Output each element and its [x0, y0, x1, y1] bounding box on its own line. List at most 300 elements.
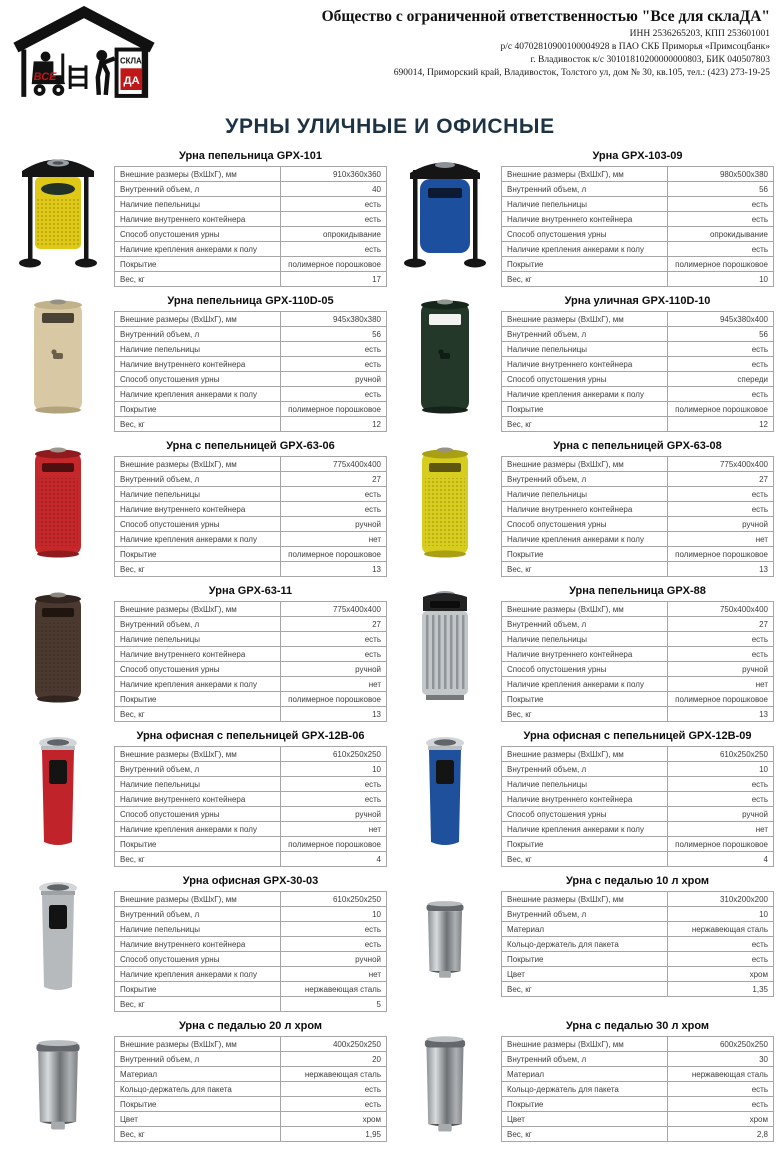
spec-label: Наличие внутреннего контейнера — [115, 357, 281, 372]
spec-row — [115, 662, 387, 677]
spec-row — [502, 372, 774, 387]
spec-label: Внутренний объем, л — [502, 617, 668, 632]
spec-label: Кольцо-держатель для пакета — [115, 1082, 281, 1097]
company-logo-icon — [10, 6, 160, 105]
product-title: Урна пепельница GPX-110D-05 — [167, 295, 334, 307]
spec-label: Цвет — [502, 1112, 668, 1127]
spec-row — [115, 457, 387, 472]
spec-value: 30 — [668, 1052, 774, 1067]
logo-text-vse: ВСЕ — [33, 71, 57, 84]
spec-value: 945х380х380 — [281, 312, 387, 327]
spec-value: ручной — [281, 662, 387, 677]
product-card-gpx-63-06 — [6, 435, 387, 577]
product-card-gpx-101 — [6, 145, 387, 287]
spec-label: Вес, кг — [115, 272, 281, 287]
product-title: Урна с педалью 20 л хром — [178, 1020, 323, 1032]
product-card-gpx-110d-10 — [393, 290, 774, 432]
spec-label: Наличие внутреннего контейнера — [502, 502, 668, 517]
spec-value: полимерное порошковое — [668, 692, 774, 707]
spec-value: нет — [281, 967, 387, 982]
spec-label: Покрытие — [115, 547, 281, 562]
spec-label: Покрытие — [502, 547, 668, 562]
spec-row — [115, 372, 387, 387]
spec-label: Наличие внутреннего контейнера — [115, 212, 281, 227]
spec-value: нет — [668, 677, 774, 692]
spec-label: Наличие внутреннего контейнера — [502, 792, 668, 807]
spec-label: Внутренний объем, л — [115, 1052, 281, 1067]
spec-label: Вес, кг — [115, 417, 281, 432]
product-title: Урна с пепельницей GPX-63-08 — [553, 440, 722, 452]
spec-label: Покрытие — [502, 402, 668, 417]
product-spec-table — [114, 891, 387, 1012]
spec-value: есть — [668, 242, 774, 257]
spec-value: нержавеющая сталь — [281, 1067, 387, 1082]
spec-label: Наличие крепления анкерами к полу — [502, 387, 668, 402]
spec-row — [115, 227, 387, 242]
spec-row — [502, 677, 774, 692]
product-spec-table — [501, 311, 774, 432]
bin-image-gpx-101-icon — [6, 145, 110, 279]
spec-value: 27 — [668, 472, 774, 487]
spec-value: 20 — [281, 1052, 387, 1067]
company-account: р/с 40702810900100004928 в ПАО СКБ Приморья «Примсоцбанк» — [500, 42, 770, 52]
spec-value: 610х250х250 — [281, 892, 387, 907]
spec-row — [115, 692, 387, 707]
spec-value: есть — [281, 342, 387, 357]
spec-value: ручной — [281, 372, 387, 387]
spec-row — [502, 1082, 774, 1097]
spec-label: Внутренний объем, л — [115, 182, 281, 197]
spec-label: Внутренний объем, л — [502, 327, 668, 342]
product-card-pedal-20 — [6, 1015, 387, 1149]
company-bank: г. Владивосток к/с 30101810200000000803, БИК 040507803 — [530, 55, 770, 65]
spec-label: Покрытие — [115, 837, 281, 852]
spec-label: Внешние размеры (ВхШхГ), мм — [115, 892, 281, 907]
spec-label: Наличие крепления анкерами к полу — [502, 822, 668, 837]
spec-label: Материал — [115, 1067, 281, 1082]
spec-row — [502, 342, 774, 357]
spec-value: нет — [668, 532, 774, 547]
spec-label: Способ опустошения урны — [502, 517, 668, 532]
spec-row — [502, 967, 774, 982]
spec-label: Внешние размеры (ВхШхГ), мм — [502, 1037, 668, 1052]
bin-image-gpx-30-03-icon — [6, 870, 110, 1004]
spec-value: ручной — [668, 807, 774, 822]
spec-label: Внешние размеры (ВхШхГ), мм — [115, 457, 281, 472]
spec-row — [502, 417, 774, 432]
spec-value: 775х400х400 — [668, 457, 774, 472]
spec-row — [502, 487, 774, 502]
spec-label: Внешние размеры (ВхШхГ), мм — [115, 1037, 281, 1052]
spec-row — [502, 1127, 774, 1142]
spec-row — [115, 837, 387, 852]
header — [6, 4, 774, 105]
spec-label: Наличие крепления анкерами к полу — [115, 677, 281, 692]
spec-row — [502, 747, 774, 762]
product-title: Урна GPX-63-11 — [208, 585, 293, 597]
spec-value: 27 — [668, 617, 774, 632]
spec-value: есть — [281, 357, 387, 372]
spec-value: 910х360х360 — [281, 167, 387, 182]
spec-label: Способ опустошения урны — [115, 662, 281, 677]
spec-label: Способ опустошения урны — [115, 807, 281, 822]
spec-label: Покрытие — [115, 257, 281, 272]
product-title: Урна уличная GPX-110D-10 — [564, 295, 711, 307]
spec-row — [502, 822, 774, 837]
spec-value: есть — [281, 212, 387, 227]
spec-label: Внешние размеры (ВхШхГ), мм — [502, 457, 668, 472]
spec-label: Вес, кг — [115, 852, 281, 867]
spec-value: 945х380х400 — [668, 312, 774, 327]
product-spec-table — [501, 601, 774, 722]
spec-value: полимерное порошковое — [668, 547, 774, 562]
spec-row — [115, 1127, 387, 1142]
spec-value: 13 — [281, 707, 387, 722]
spec-value: 10 — [668, 762, 774, 777]
spec-value: есть — [281, 1097, 387, 1112]
product-spec-table — [501, 166, 774, 287]
spec-value: есть — [281, 197, 387, 212]
bin-image-gpx-63-06-icon — [6, 435, 110, 569]
spec-label: Наличие пепельницы — [115, 342, 281, 357]
spec-value: 10 — [281, 907, 387, 922]
spec-row — [115, 937, 387, 952]
spec-label: Наличие внутреннего контейнера — [502, 647, 668, 662]
spec-label: Покрытие — [502, 257, 668, 272]
spec-label: Наличие крепления анкерами к полу — [502, 677, 668, 692]
spec-label: Наличие пепельницы — [115, 777, 281, 792]
spec-label: Вес, кг — [115, 707, 281, 722]
spec-label: Внутренний объем, л — [115, 907, 281, 922]
spec-label: Наличие пепельницы — [502, 632, 668, 647]
spec-value: 610х250х250 — [668, 747, 774, 762]
spec-value: 4 — [281, 852, 387, 867]
spec-value: 4 — [668, 852, 774, 867]
spec-value: есть — [281, 1082, 387, 1097]
spec-label: Наличие пепельницы — [502, 777, 668, 792]
spec-label: Наличие внутреннего контейнера — [115, 937, 281, 952]
bin-image-pedal-30-icon — [393, 1015, 497, 1149]
spec-row — [115, 1052, 387, 1067]
spec-label: Наличие внутреннего контейнера — [502, 212, 668, 227]
spec-value: ручной — [668, 662, 774, 677]
spec-row — [115, 502, 387, 517]
spec-row — [502, 807, 774, 822]
company-name: Общество с ограниченной ответственностью "Все для склаДА" — [321, 8, 770, 25]
spec-label: Материал — [502, 922, 668, 937]
spec-row — [115, 807, 387, 822]
spec-row — [115, 1037, 387, 1052]
spec-label: Способ опустошения урны — [502, 372, 668, 387]
spec-label: Наличие пепельницы — [502, 197, 668, 212]
spec-row — [115, 982, 387, 997]
spec-value: 56 — [668, 327, 774, 342]
spec-value: 13 — [668, 707, 774, 722]
spec-row — [502, 952, 774, 967]
spec-label: Вес, кг — [502, 982, 668, 997]
spec-value: 400х250х250 — [281, 1037, 387, 1052]
spec-label: Вес, кг — [502, 417, 668, 432]
product-spec-table — [114, 311, 387, 432]
spec-value: 980х500х380 — [668, 167, 774, 182]
spec-value: 27 — [281, 617, 387, 632]
spec-value: ручной — [668, 517, 774, 532]
bin-image-pedal-10-icon — [393, 870, 497, 1004]
product-card-pedal-30 — [393, 1015, 774, 1149]
spec-row — [115, 342, 387, 357]
spec-row — [502, 792, 774, 807]
spec-label: Покрытие — [115, 982, 281, 997]
company-info — [160, 6, 770, 80]
spec-row — [115, 212, 387, 227]
logo-text-da: ДА — [123, 75, 140, 88]
spec-label: Наличие внутреннего контейнера — [115, 502, 281, 517]
product-title: Урна с педалью 30 л хром — [565, 1020, 710, 1032]
spec-label: Внешние размеры (ВхШхГ), мм — [115, 167, 281, 182]
product-card-gpx-63-11 — [6, 580, 387, 722]
spec-row — [115, 517, 387, 532]
product-card-gpx-110d-05 — [6, 290, 387, 432]
spec-label: Цвет — [115, 1112, 281, 1127]
spec-label: Способ опустошения урны — [502, 662, 668, 677]
spec-row — [115, 792, 387, 807]
product-spec-table — [114, 746, 387, 867]
spec-row — [502, 777, 774, 792]
spec-label: Вес, кг — [115, 562, 281, 577]
spec-value: опрокидывание — [668, 227, 774, 242]
spec-label: Наличие пепельницы — [502, 487, 668, 502]
spec-value: 10 — [668, 907, 774, 922]
spec-row — [502, 457, 774, 472]
product-spec-table — [114, 601, 387, 722]
spec-row — [115, 677, 387, 692]
product-card-gpx-63-08 — [393, 435, 774, 577]
spec-row — [115, 312, 387, 327]
spec-row — [115, 777, 387, 792]
spec-value: спереди — [668, 372, 774, 387]
spec-label: Кольцо-держатель для пакета — [502, 1082, 668, 1097]
spec-label: Внутренний объем, л — [115, 327, 281, 342]
spec-value: нержавеющая сталь — [668, 1067, 774, 1082]
spec-label: Внутренний объем, л — [502, 762, 668, 777]
spec-label: Внешние размеры (ВхШхГ), мм — [502, 747, 668, 762]
spec-value: 56 — [668, 182, 774, 197]
spec-value: нержавеющая сталь — [668, 922, 774, 937]
spec-row — [502, 227, 774, 242]
spec-value: опрокидывание — [281, 227, 387, 242]
spec-value: 27 — [281, 472, 387, 487]
spec-row — [502, 692, 774, 707]
spec-row — [502, 257, 774, 272]
product-card-gpx-12b-09 — [393, 725, 774, 867]
spec-label: Внешние размеры (ВхШхГ), мм — [502, 167, 668, 182]
bin-image-gpx-12b-09-icon — [393, 725, 497, 859]
spec-value: есть — [281, 242, 387, 257]
spec-value: есть — [668, 487, 774, 502]
product-title: Урна пепельница GPX-101 — [179, 150, 322, 162]
spec-label: Вес, кг — [502, 272, 668, 287]
product-title: Урна с пепельницей GPX-63-06 — [166, 440, 335, 452]
spec-value: есть — [281, 937, 387, 952]
spec-row — [115, 1082, 387, 1097]
spec-value: нет — [281, 822, 387, 837]
bin-image-gpx-110d-05-icon — [6, 290, 110, 424]
spec-row — [115, 357, 387, 372]
product-grid — [6, 145, 774, 1149]
spec-row — [502, 547, 774, 562]
product-title: Урна офисная GPX-30-03 — [182, 875, 319, 887]
bin-image-gpx-63-08-icon — [393, 435, 497, 569]
bin-image-pedal-20-icon — [6, 1015, 110, 1149]
spec-row — [502, 402, 774, 417]
spec-row — [502, 357, 774, 372]
spec-row — [115, 472, 387, 487]
spec-label: Способ опустошения урны — [115, 517, 281, 532]
spec-value: 610х250х250 — [281, 747, 387, 762]
spec-label: Способ опустошения урны — [502, 807, 668, 822]
spec-label: Наличие крепления анкерами к полу — [502, 242, 668, 257]
spec-value: ручной — [281, 807, 387, 822]
spec-value: полимерное порошковое — [281, 692, 387, 707]
spec-label: Вес, кг — [502, 1127, 668, 1142]
spec-row — [502, 1052, 774, 1067]
spec-value: хром — [668, 1112, 774, 1127]
spec-label: Наличие крепления анкерами к полу — [115, 967, 281, 982]
spec-row — [502, 472, 774, 487]
spec-row — [502, 1112, 774, 1127]
spec-row — [115, 327, 387, 342]
spec-value: 310х200х200 — [668, 892, 774, 907]
product-title: Урна GPX-103-09 — [592, 150, 683, 162]
spec-row — [502, 182, 774, 197]
spec-row — [115, 182, 387, 197]
company-inn-kpp: ИНН 2536265203, КПП 253601001 — [629, 29, 770, 39]
spec-label: Покрытие — [502, 837, 668, 852]
bin-image-gpx-103-09-icon — [393, 145, 497, 279]
spec-value: полимерное порошковое — [281, 402, 387, 417]
spec-row — [502, 837, 774, 852]
spec-value: нет — [668, 822, 774, 837]
spec-value: есть — [668, 1082, 774, 1097]
spec-label: Материал — [502, 1067, 668, 1082]
spec-value: полимерное порошковое — [281, 547, 387, 562]
product-spec-table — [114, 1036, 387, 1142]
spec-value: 40 — [281, 182, 387, 197]
spec-row — [502, 242, 774, 257]
spec-label: Покрытие — [115, 402, 281, 417]
spec-row — [115, 197, 387, 212]
product-card-pedal-10 — [393, 870, 774, 1012]
spec-label: Вес, кг — [502, 562, 668, 577]
spec-value: есть — [668, 647, 774, 662]
spec-value: 17 — [281, 272, 387, 287]
spec-row — [502, 662, 774, 677]
spec-value: есть — [281, 922, 387, 937]
spec-row — [502, 907, 774, 922]
spec-label: Внутренний объем, л — [115, 472, 281, 487]
spec-value: есть — [668, 937, 774, 952]
spec-value: есть — [668, 632, 774, 647]
product-spec-table — [501, 891, 774, 997]
spec-value: 10 — [281, 762, 387, 777]
spec-label: Наличие внутреннего контейнера — [115, 792, 281, 807]
spec-row — [115, 632, 387, 647]
spec-label: Внутренний объем, л — [502, 182, 668, 197]
spec-value: полимерное порошковое — [668, 837, 774, 852]
spec-value: есть — [668, 212, 774, 227]
spec-row — [502, 1037, 774, 1052]
spec-value: есть — [668, 342, 774, 357]
product-spec-table — [114, 456, 387, 577]
spec-row — [115, 487, 387, 502]
product-spec-table — [501, 746, 774, 867]
spec-value: 13 — [281, 562, 387, 577]
spec-row — [115, 167, 387, 182]
spec-label: Покрытие — [115, 692, 281, 707]
spec-row — [115, 1067, 387, 1082]
spec-row — [115, 272, 387, 287]
spec-value: 775х400х400 — [281, 602, 387, 617]
spec-row — [502, 852, 774, 867]
spec-row — [502, 1097, 774, 1112]
spec-label: Внешние размеры (ВхШхГ), мм — [115, 602, 281, 617]
spec-row — [115, 892, 387, 907]
spec-value: есть — [281, 387, 387, 402]
spec-value: есть — [281, 792, 387, 807]
spec-row — [115, 922, 387, 937]
spec-value: есть — [668, 952, 774, 967]
spec-value: есть — [281, 632, 387, 647]
spec-row — [115, 747, 387, 762]
spec-row — [502, 167, 774, 182]
spec-row — [502, 387, 774, 402]
spec-value: есть — [281, 777, 387, 792]
spec-row — [502, 562, 774, 577]
bin-image-gpx-88-icon — [393, 580, 497, 714]
spec-value: есть — [281, 647, 387, 662]
product-title: Урна с педалью 10 л хром — [565, 875, 710, 887]
spec-value: 775х400х400 — [281, 457, 387, 472]
spec-label: Внутренний объем, л — [115, 762, 281, 777]
spec-row — [115, 952, 387, 967]
spec-label: Покрытие — [502, 692, 668, 707]
spec-row — [502, 707, 774, 722]
spec-value: 12 — [668, 417, 774, 432]
spec-label: Наличие крепления анкерами к полу — [115, 242, 281, 257]
spec-label: Внешние размеры (ВхШхГ), мм — [115, 747, 281, 762]
spec-row — [115, 532, 387, 547]
spec-label: Внутренний объем, л — [502, 907, 668, 922]
spec-row — [502, 532, 774, 547]
spec-row — [115, 1112, 387, 1127]
spec-row — [115, 387, 387, 402]
spec-value: 2,8 — [668, 1127, 774, 1142]
spec-row — [115, 602, 387, 617]
spec-label: Наличие крепления анкерами к полу — [115, 387, 281, 402]
spec-label: Внешние размеры (ВхШхГ), мм — [502, 312, 668, 327]
spec-row — [502, 602, 774, 617]
bin-image-gpx-110d-10-icon — [393, 290, 497, 424]
spec-value: есть — [668, 792, 774, 807]
spec-row — [115, 257, 387, 272]
spec-label: Покрытие — [115, 1097, 281, 1112]
spec-row — [502, 937, 774, 952]
spec-row — [115, 822, 387, 837]
spec-row — [115, 1097, 387, 1112]
product-spec-table — [501, 456, 774, 577]
spec-label: Вес, кг — [502, 707, 668, 722]
spec-row — [115, 617, 387, 632]
